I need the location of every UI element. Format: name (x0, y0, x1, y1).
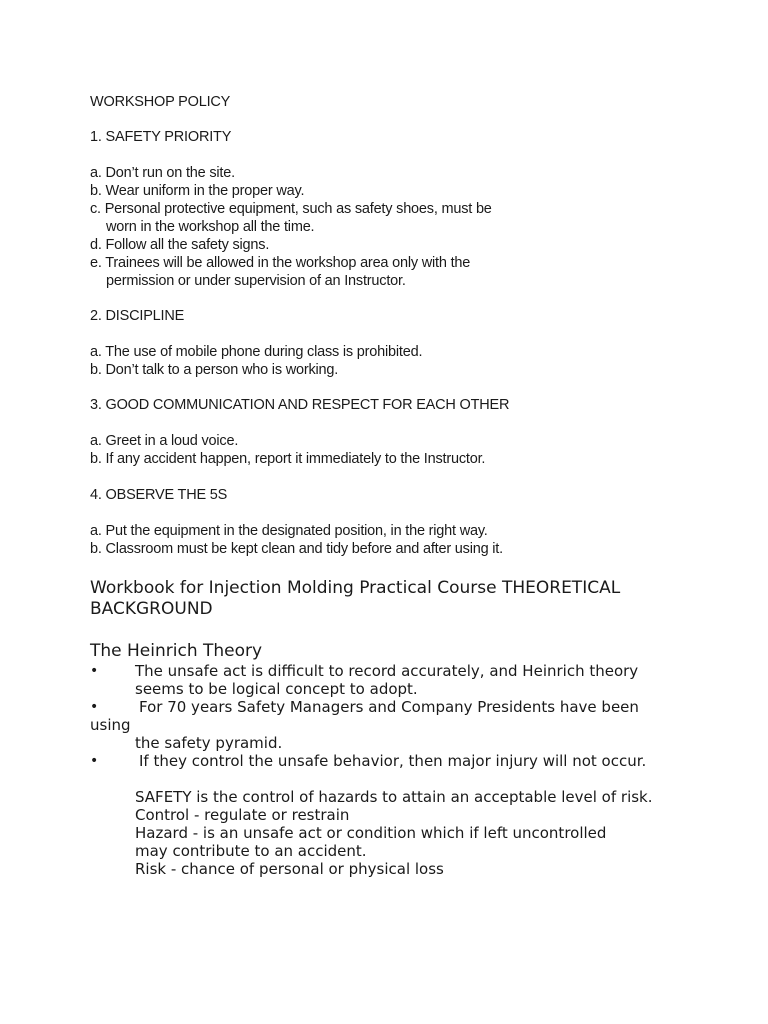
bullet-text-continuation: the safety pyramid. (135, 734, 283, 752)
list-item-continuation: permission or under supervision of an Instructor. (106, 273, 406, 289)
list-item: a. Greet in a loud voice. (90, 433, 239, 449)
list-item: a. Don’t run on the site. (90, 165, 235, 181)
list-item: b. Don’t talk to a person who is working. (90, 362, 339, 378)
section-heading-discipline: 2. DISCIPLINE (90, 308, 185, 324)
list-item: e. Trainees will be allowed in the workshop area only with the (90, 255, 471, 271)
bullet-text: For 70 years Safety Managers and Company Presidents have been (139, 698, 639, 716)
bullet-icon: • (90, 699, 99, 715)
section-heading-communication: 3. GOOD COMMUNICATION AND RESPECT FOR EACH OTHER (90, 397, 510, 413)
list-item-continuation: worn in the workshop all the time. (106, 219, 315, 235)
definition-line: may contribute to an accident. (135, 842, 367, 860)
list-item: a. The use of mobile phone during class is prohibited. (90, 344, 423, 360)
list-item: b. Wear uniform in the proper way. (90, 183, 305, 199)
section-heading-heinrich: The Heinrich Theory (90, 641, 263, 661)
policy-title: WORKSHOP POLICY (90, 94, 231, 110)
list-item: c. Personal protective equipment, such as safety shoes, must be (90, 201, 492, 217)
list-item: d. Follow all the safety signs. (90, 237, 270, 253)
bullet-text-continuation: seems to be logical concept to adopt. (135, 680, 418, 698)
definition-line: Hazard - is an unsafe act or condition which if left uncontrolled (135, 824, 607, 842)
definition-line: Risk - chance of personal or physical loss (135, 860, 444, 878)
bullet-text-wrap: using (90, 716, 131, 734)
list-item: b. Classroom must be kept clean and tidy before and after using it. (90, 541, 503, 557)
list-item: a. Put the equipment in the designated position, in the right way. (90, 523, 488, 539)
bullet-text: If they control the unsafe behavior, then major injury will not occur. (139, 752, 647, 770)
workbook-title-continuation: BACKGROUND (90, 599, 213, 619)
list-item: b. If any accident happen, report it immediately to the Instructor. (90, 451, 486, 467)
workbook-title: Workbook for Injection Molding Practical Course THEORETICAL (90, 578, 621, 598)
bullet-icon: • (90, 663, 99, 679)
definition-line: SAFETY is the control of hazards to attain an acceptable level of risk. (135, 788, 653, 806)
bullet-icon: • (90, 753, 99, 769)
section-heading-5s: 4. OBSERVE THE 5S (90, 487, 228, 503)
section-heading-safety: 1. SAFETY PRIORITY (90, 129, 232, 145)
definition-line: Control - regulate or restrain (135, 806, 350, 824)
bullet-text: The unsafe act is difficult to record accurately, and Heinrich theory (135, 662, 639, 680)
